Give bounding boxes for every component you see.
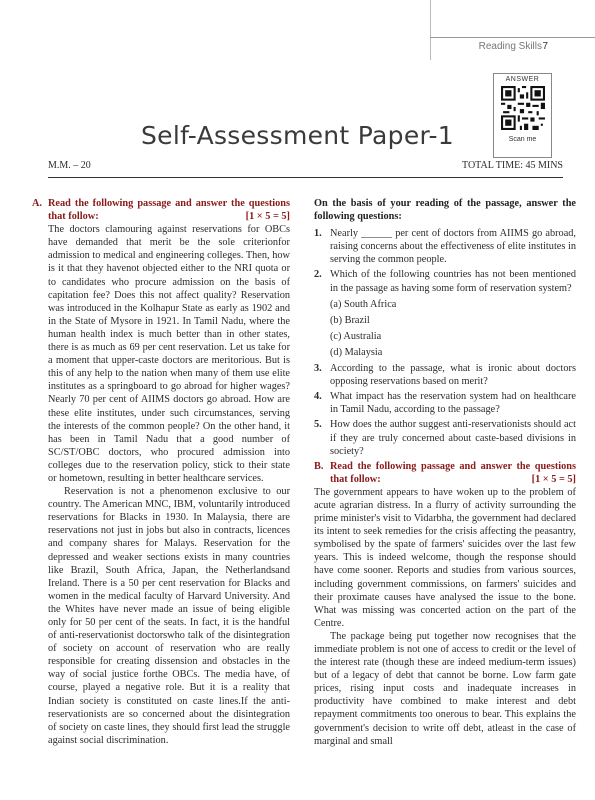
option-b: (b) Brazil xyxy=(330,314,370,326)
page-number: 7 xyxy=(542,41,548,52)
right-column xyxy=(314,197,576,748)
question-text: Nearly ______ per cent of doctors from AIIMS go abroad, raising concerns about the effectiveness of elite institutes in serving the common people. xyxy=(330,228,576,266)
section-b-heading xyxy=(330,460,576,486)
page-title: Self-Assessment Paper-1 xyxy=(140,121,455,150)
section-a-marks: [1 × 5 = 5] xyxy=(245,211,290,223)
question-item xyxy=(314,268,576,294)
section-a-paragraph-1: The doctors clamouring against reservations for OBCs have demanded that merit be the sole criterionfor admission to medical and engineering colleges. Then, how is it that they havenot objected either to the NRI quota or to candidates who procure admission on the basis of capitation fee? Does this not affect quality? Reservation was introduced in the Kolhapur State as early as 1902 and in the State of Mysore in 1921. In Tamil Nadu, where the human health index is much better than in other states, there is as much as 69 per cent reservation. Let us take for a moment that upper-caste doctors are meritorious. But is this of any help to the nation when many of them use elite institutes as a springboard to go abroad for higher wages? Nearly 70 per cent of AIIMS doctors go abroad. How are these elite institutes, under such circumstances, serving the interests of the common people? On the other hand, it has been in Tamil Nadu that a good number of SC/ST/OBC doctors, who procured admission into colleges due to the reservation policy, stick to their state or hometown, resulting in better healthcare services. xyxy=(48,224,290,484)
questions-heading: On the basis of your reading of the passage, answer the following questions: xyxy=(314,198,576,223)
section-a-heading-text: Read the following passage and answer the questions that follow: xyxy=(48,198,290,223)
option-d: (d) Malaysia xyxy=(330,346,383,358)
question-number: 2. xyxy=(314,269,322,281)
qr-label: ANSWER xyxy=(505,76,540,83)
question-item xyxy=(314,418,576,457)
question-item xyxy=(314,390,576,416)
option-c: (c) Australia xyxy=(330,330,382,342)
qr-caption: Scan me xyxy=(508,136,537,143)
section-b-paragraph-1: The government appears to have woken up to the problem of acute agrarian distress. In a flurry of activity surrounding the prime minister's visit to Vidarbha, the government had declared its intent to seek remedies for the crisis affecting the peasantry, symbolised by the spate of farmers' suicides over the last few years. This is indeed welcome, though the response should have come sooner. Reports and studies from various sources, including government commissions, on farmers' suicides and their proximate causes have analysed the issue to the bone. What was missing was concerted action on the part of the Centre. xyxy=(314,486,576,629)
question-text: According to the passage, what is ironic about doctors opposing reservations based on merit? xyxy=(330,363,576,388)
running-head: Reading Skills xyxy=(478,41,542,52)
question-number: 3. xyxy=(314,363,322,375)
section-b xyxy=(314,460,576,486)
header-divider-vertical xyxy=(430,0,431,60)
question-text: Which of the following countries has not been mentioned in the passage as having some form of reservation system? xyxy=(330,269,576,294)
question-text: How does the author suggest anti-reservationists should act if they are truly concerned about caste-based divisions in society? xyxy=(330,419,576,457)
section-b-paragraph-2: The package being put together now recognises that the immediate problem is not one of access to credit or the level of the interest rate (though these are indeed medium-term issues) but of a legacy of debt that cannot be borne. Low farm gate prices, rising input costs and inadequate increases in productivity have combined to make interest and debt repayment commitments too onerous to bear. This explains the government's decision to write off debt, atleast in the case of marginal and small xyxy=(314,630,576,747)
question-number: 5. xyxy=(314,419,322,431)
question-text: What impact has the reservation system had on healthcare in Tamil Nadu, according to the passage? xyxy=(330,391,576,416)
section-a xyxy=(32,197,290,747)
question-number: 1. xyxy=(314,228,322,240)
section-b-heading-text: Read the following passage and answer the questions that follow: xyxy=(330,460,576,485)
question-item xyxy=(314,227,576,266)
title-rule xyxy=(48,177,563,178)
max-marks: M.M. – 20 xyxy=(48,160,91,171)
section-b-letter: B. xyxy=(314,460,324,472)
section-a-paragraph-2: Reservation is not a phenomenon exclusive to our country. The American MNC, IBM, voluntarily introduced reservations for Blacks in 1930. In Malaysia, there are reservations not just in jobs but also in contracts, licences and company shares for Malays. Reservation for the depressed and weaker sections exists in many countries like Brazil, South Africa, Japan, the Netherlandsand Ireland. There is a 50 per cent reservation for Blacks and women in the medical faculty of Harvard University. And the Whites have never made an issue of being eligible only for 50 per cent of the seats. In fact, it is the handful of anti-reservationist doctorswho talk of the disintegration of society on account of reservation who are really responsible for creating dissension and obstacles in the way of social justice forthe OBCs. The media have, of course, played a negative role. But it is a reality that Indian society is constituted on caste lines.If the anti-reservationists are so concerned about the disintegration of society on caste lines, they should first lead the struggle against social discrimination. xyxy=(48,486,290,746)
section-a-heading xyxy=(48,197,290,223)
question-item xyxy=(314,362,576,388)
header-divider xyxy=(430,37,595,38)
total-time: TOTAL TIME: 45 MINS xyxy=(462,160,563,171)
option-a: (a) South Africa xyxy=(330,298,397,310)
left-column xyxy=(32,197,290,747)
question-number: 4. xyxy=(314,391,322,403)
section-a-letter: A. xyxy=(32,198,43,209)
section-b-marks: [1 × 5 = 5] xyxy=(531,473,576,485)
